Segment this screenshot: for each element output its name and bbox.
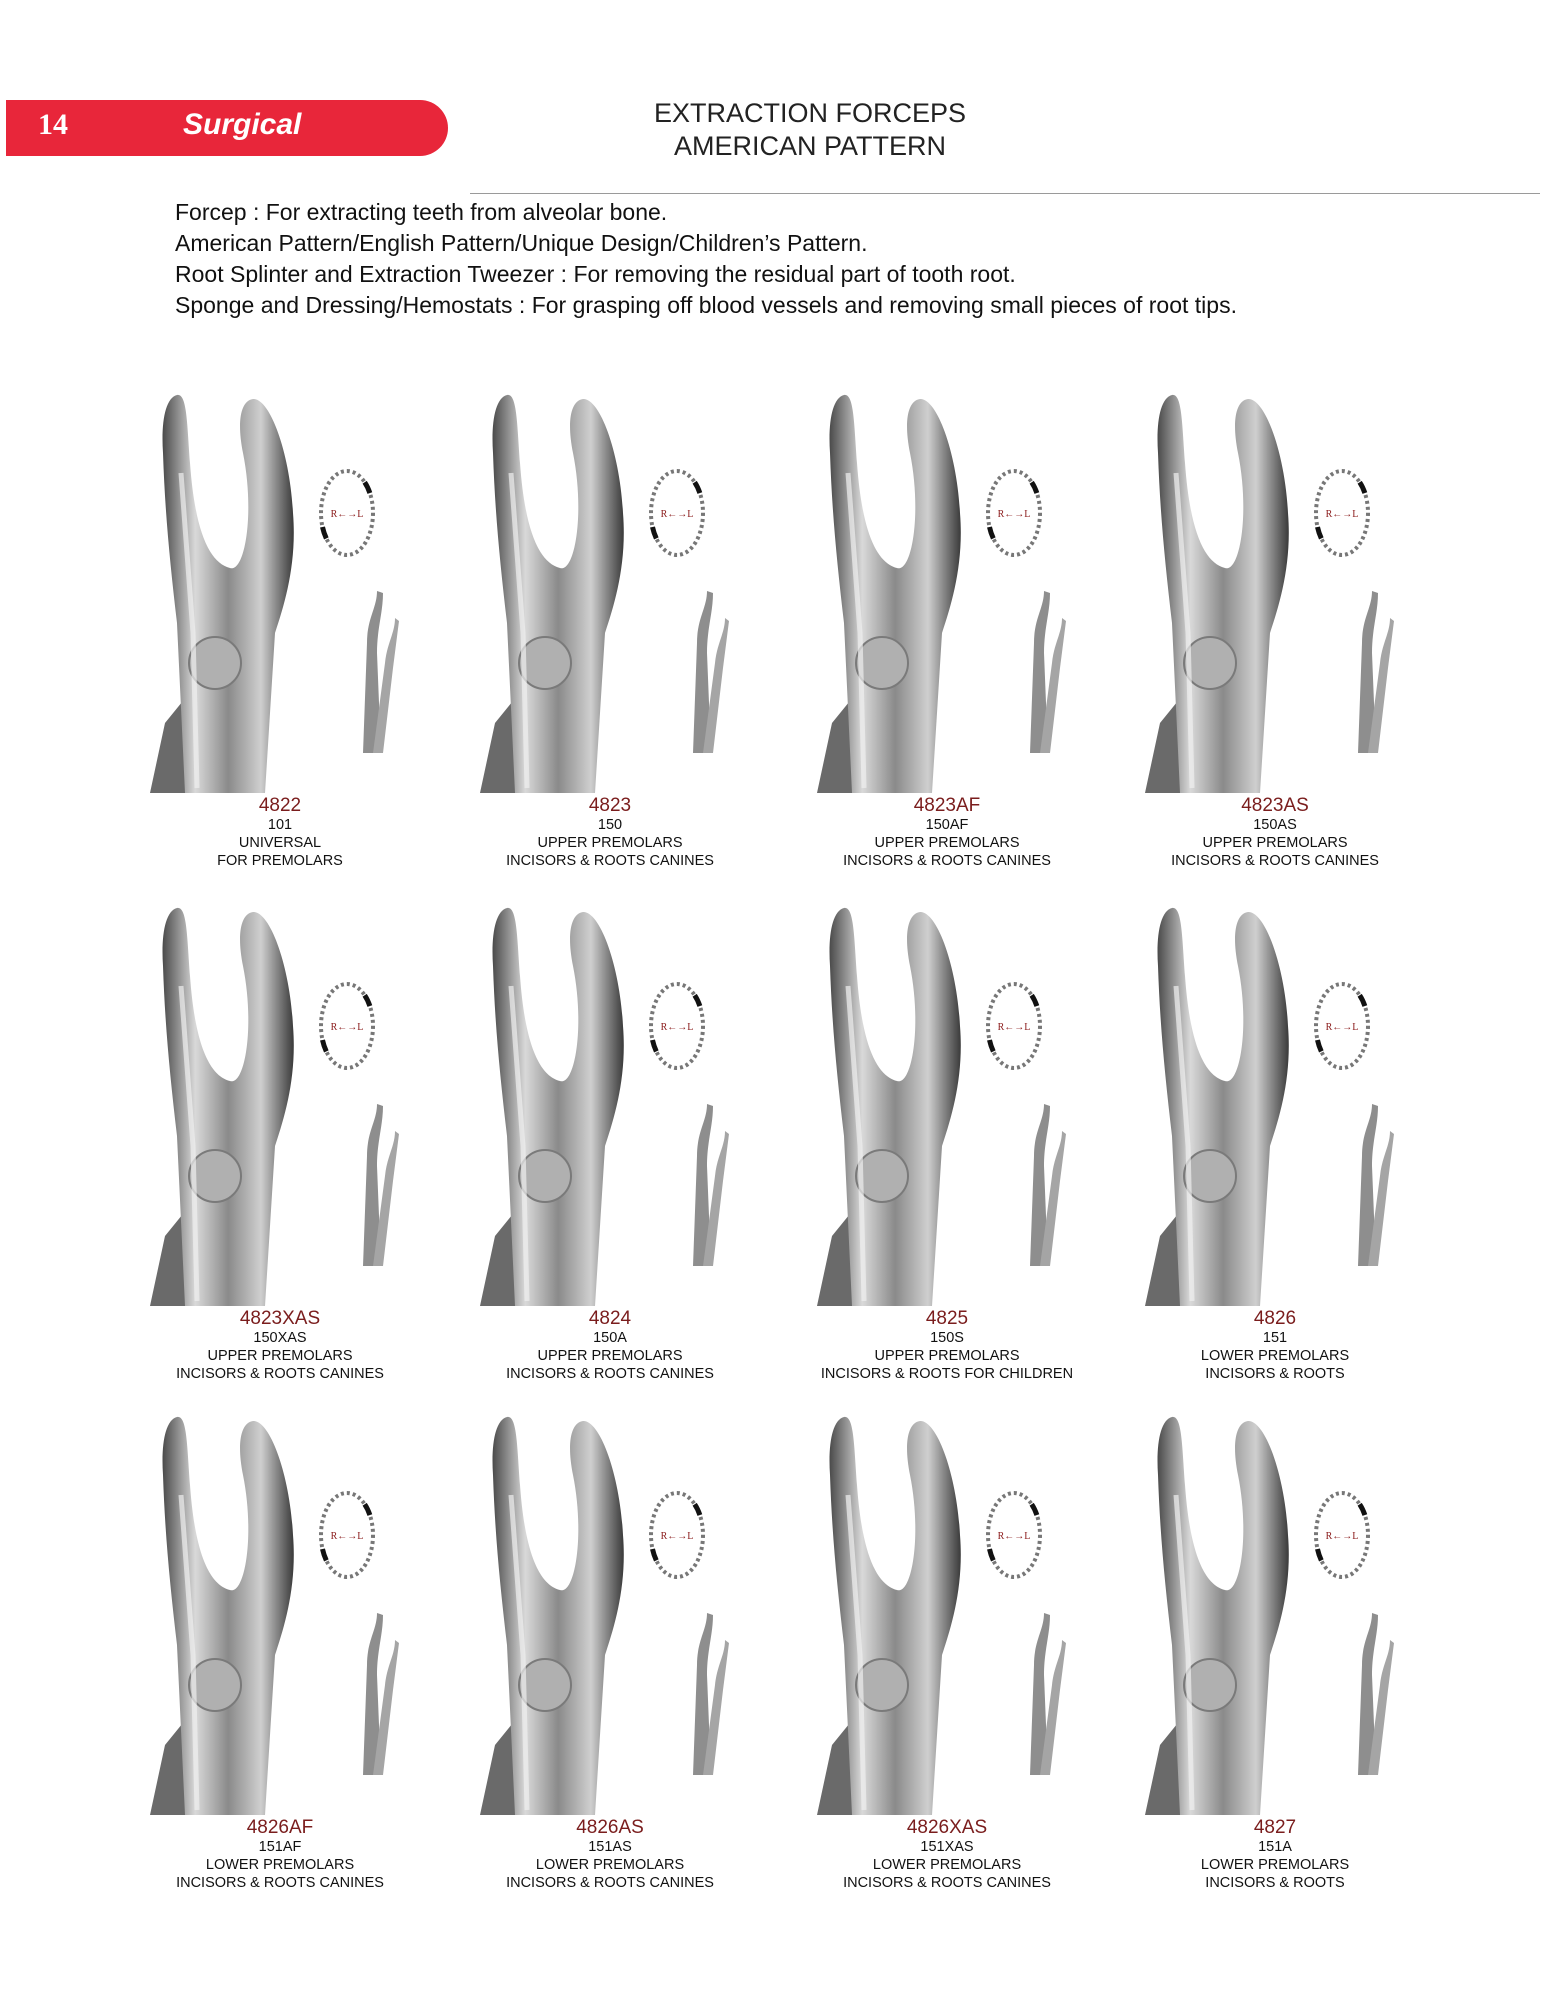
product-caption — [115, 796, 445, 870]
header-divider — [470, 193, 1540, 194]
product-use-line2: INCISORS & ROOTS CANINES — [176, 1366, 384, 1382]
tooth-chart-label: R←→L — [330, 509, 364, 520]
product-use-line1: UPPER PREMOLARS — [537, 835, 683, 851]
section-title: Surgical — [183, 108, 302, 141]
product-alt-code: 150AF — [925, 817, 969, 833]
product-caption — [1110, 1818, 1440, 1892]
product-alt-code: 151AF — [258, 1839, 302, 1855]
product-card — [445, 1415, 775, 1915]
product-code: 4824 — [588, 1308, 632, 1329]
intro-line: American Pattern/English Pattern/Unique Design/Children’s Pattern. — [175, 230, 868, 256]
forceps-image — [1110, 906, 1440, 1306]
product-use-line2: INCISORS & ROOTS CANINES — [506, 1875, 714, 1891]
forceps-illustration — [115, 1415, 445, 1815]
forceps-illustration — [1110, 1415, 1440, 1815]
product-caption — [1110, 796, 1440, 870]
forceps-image — [782, 1415, 1112, 1815]
forceps-image — [445, 906, 775, 1306]
product-card — [1110, 906, 1440, 1406]
forceps-image — [1110, 1415, 1440, 1815]
forceps-illustration — [1110, 393, 1440, 793]
product-card — [445, 906, 775, 1406]
product-use-line1: LOWER PREMOLARS — [205, 1857, 355, 1873]
forceps-illustration — [782, 393, 1112, 793]
product-use-line1: LOWER PREMOLARS — [535, 1857, 685, 1873]
intro-line: Root Splinter and Extraction Tweezer : For removing the residual part of tooth root. — [175, 261, 1016, 287]
product-use-line1: LOWER PREMOLARS — [1200, 1857, 1350, 1873]
forceps-image — [1110, 393, 1440, 793]
page-title-line2: AMERICAN PATTERN — [673, 131, 947, 161]
product-use-line2: INCISORS & ROOTS — [1205, 1366, 1345, 1382]
product-card — [115, 906, 445, 1406]
tooth-chart-label: R←→L — [1325, 1022, 1359, 1033]
product-use-line2: INCISORS & ROOTS CANINES — [843, 853, 1051, 869]
product-caption — [782, 796, 1112, 870]
forceps-illustration — [782, 1415, 1112, 1815]
forceps-illustration — [445, 1415, 775, 1815]
product-caption — [115, 1309, 445, 1383]
product-caption — [445, 796, 775, 870]
product-card — [782, 393, 1112, 893]
product-alt-code: 151 — [1262, 1330, 1288, 1346]
forceps-image — [445, 393, 775, 793]
intro-line: Forcep : For extracting teeth from alveolar bone. — [175, 199, 668, 225]
product-caption — [445, 1309, 775, 1383]
product-code: 4826AF — [246, 1817, 314, 1838]
product-alt-code: 151A — [1258, 1839, 1292, 1855]
product-use-line1: UNIVERSAL — [238, 835, 322, 851]
forceps-illustration — [115, 393, 445, 793]
tooth-chart-label: R←→L — [330, 1022, 364, 1033]
tooth-chart-label: R←→L — [997, 1022, 1031, 1033]
product-use-line2: INCISORS & ROOTS CANINES — [176, 1875, 384, 1891]
product-use-line2: INCISORS & ROOTS CANINES — [843, 1875, 1051, 1891]
product-alt-code: 150AS — [1253, 817, 1297, 833]
product-caption — [782, 1309, 1112, 1383]
product-use-line1: UPPER PREMOLARS — [207, 1348, 353, 1364]
product-code: 4827 — [1253, 1817, 1297, 1838]
product-caption — [445, 1818, 775, 1892]
forceps-image — [115, 1415, 445, 1815]
forceps-image — [782, 393, 1112, 793]
product-use-line1: UPPER PREMOLARS — [874, 835, 1020, 851]
product-code: 4823XAS — [239, 1308, 321, 1329]
product-use-line2: INCISORS & ROOTS CANINES — [506, 853, 714, 869]
tooth-chart-label: R←→L — [330, 1531, 364, 1542]
product-alt-code: 150 — [597, 817, 623, 833]
product-alt-code: 150S — [930, 1330, 964, 1346]
intro-line: Sponge and Dressing/Hemostats : For grasping off blood vessels and removing small pieces of root tips. — [175, 292, 1237, 318]
tooth-chart-label: R←→L — [997, 509, 1031, 520]
tooth-chart-label: R←→L — [660, 1022, 694, 1033]
product-use-line1: UPPER PREMOLARS — [537, 1348, 683, 1364]
product-use-line2: INCISORS & ROOTS CANINES — [506, 1366, 714, 1382]
product-use-line1: UPPER PREMOLARS — [1202, 835, 1348, 851]
tooth-chart-label: R←→L — [997, 1531, 1031, 1542]
forceps-image — [782, 906, 1112, 1306]
forceps-illustration — [445, 906, 775, 1306]
product-code: 4826XAS — [906, 1817, 988, 1838]
forceps-image — [115, 393, 445, 793]
product-card — [445, 393, 775, 893]
forceps-image — [115, 906, 445, 1306]
tooth-chart-label: R←→L — [1325, 509, 1359, 520]
product-use-line1: UPPER PREMOLARS — [874, 1348, 1020, 1364]
product-code: 4823 — [588, 795, 632, 816]
intro-text — [175, 197, 1237, 321]
forceps-illustration — [115, 906, 445, 1306]
product-code: 4822 — [258, 795, 302, 816]
page-number: 14 — [38, 108, 68, 141]
product-use-line2: FOR PREMOLARS — [217, 853, 343, 869]
tooth-chart-label: R←→L — [660, 1531, 694, 1542]
product-caption — [115, 1818, 445, 1892]
forceps-illustration — [782, 906, 1112, 1306]
forceps-illustration — [445, 393, 775, 793]
product-caption — [782, 1818, 1112, 1892]
product-use-line2: INCISORS & ROOTS FOR CHILDREN — [820, 1366, 1074, 1382]
product-card — [115, 1415, 445, 1915]
product-code: 4823AF — [913, 795, 981, 816]
product-use-line1: LOWER PREMOLARS — [1200, 1348, 1350, 1364]
product-use-line1: LOWER PREMOLARS — [872, 1857, 1022, 1873]
product-code: 4825 — [925, 1308, 969, 1329]
forceps-illustration — [1110, 906, 1440, 1306]
product-alt-code: 151XAS — [920, 1839, 974, 1855]
page-title-line1: EXTRACTION FORCEPS — [653, 98, 967, 128]
product-alt-code: 150XAS — [253, 1330, 307, 1346]
tooth-chart-label: R←→L — [1325, 1531, 1359, 1542]
product-alt-code: 151AS — [588, 1839, 632, 1855]
product-caption — [1110, 1309, 1440, 1383]
product-card — [115, 393, 445, 893]
product-card — [782, 1415, 1112, 1915]
product-alt-code: 101 — [267, 817, 293, 833]
product-card — [1110, 1415, 1440, 1915]
forceps-image — [445, 1415, 775, 1815]
product-use-line2: INCISORS & ROOTS — [1205, 1875, 1345, 1891]
product-code: 4823AS — [1241, 795, 1309, 816]
product-code: 4826AS — [576, 1817, 644, 1838]
product-code: 4826 — [1253, 1308, 1297, 1329]
product-card — [782, 906, 1112, 1406]
tooth-chart-label: R←→L — [660, 509, 694, 520]
product-use-line2: INCISORS & ROOTS CANINES — [1171, 853, 1379, 869]
product-alt-code: 150A — [593, 1330, 627, 1346]
product-card — [1110, 393, 1440, 893]
